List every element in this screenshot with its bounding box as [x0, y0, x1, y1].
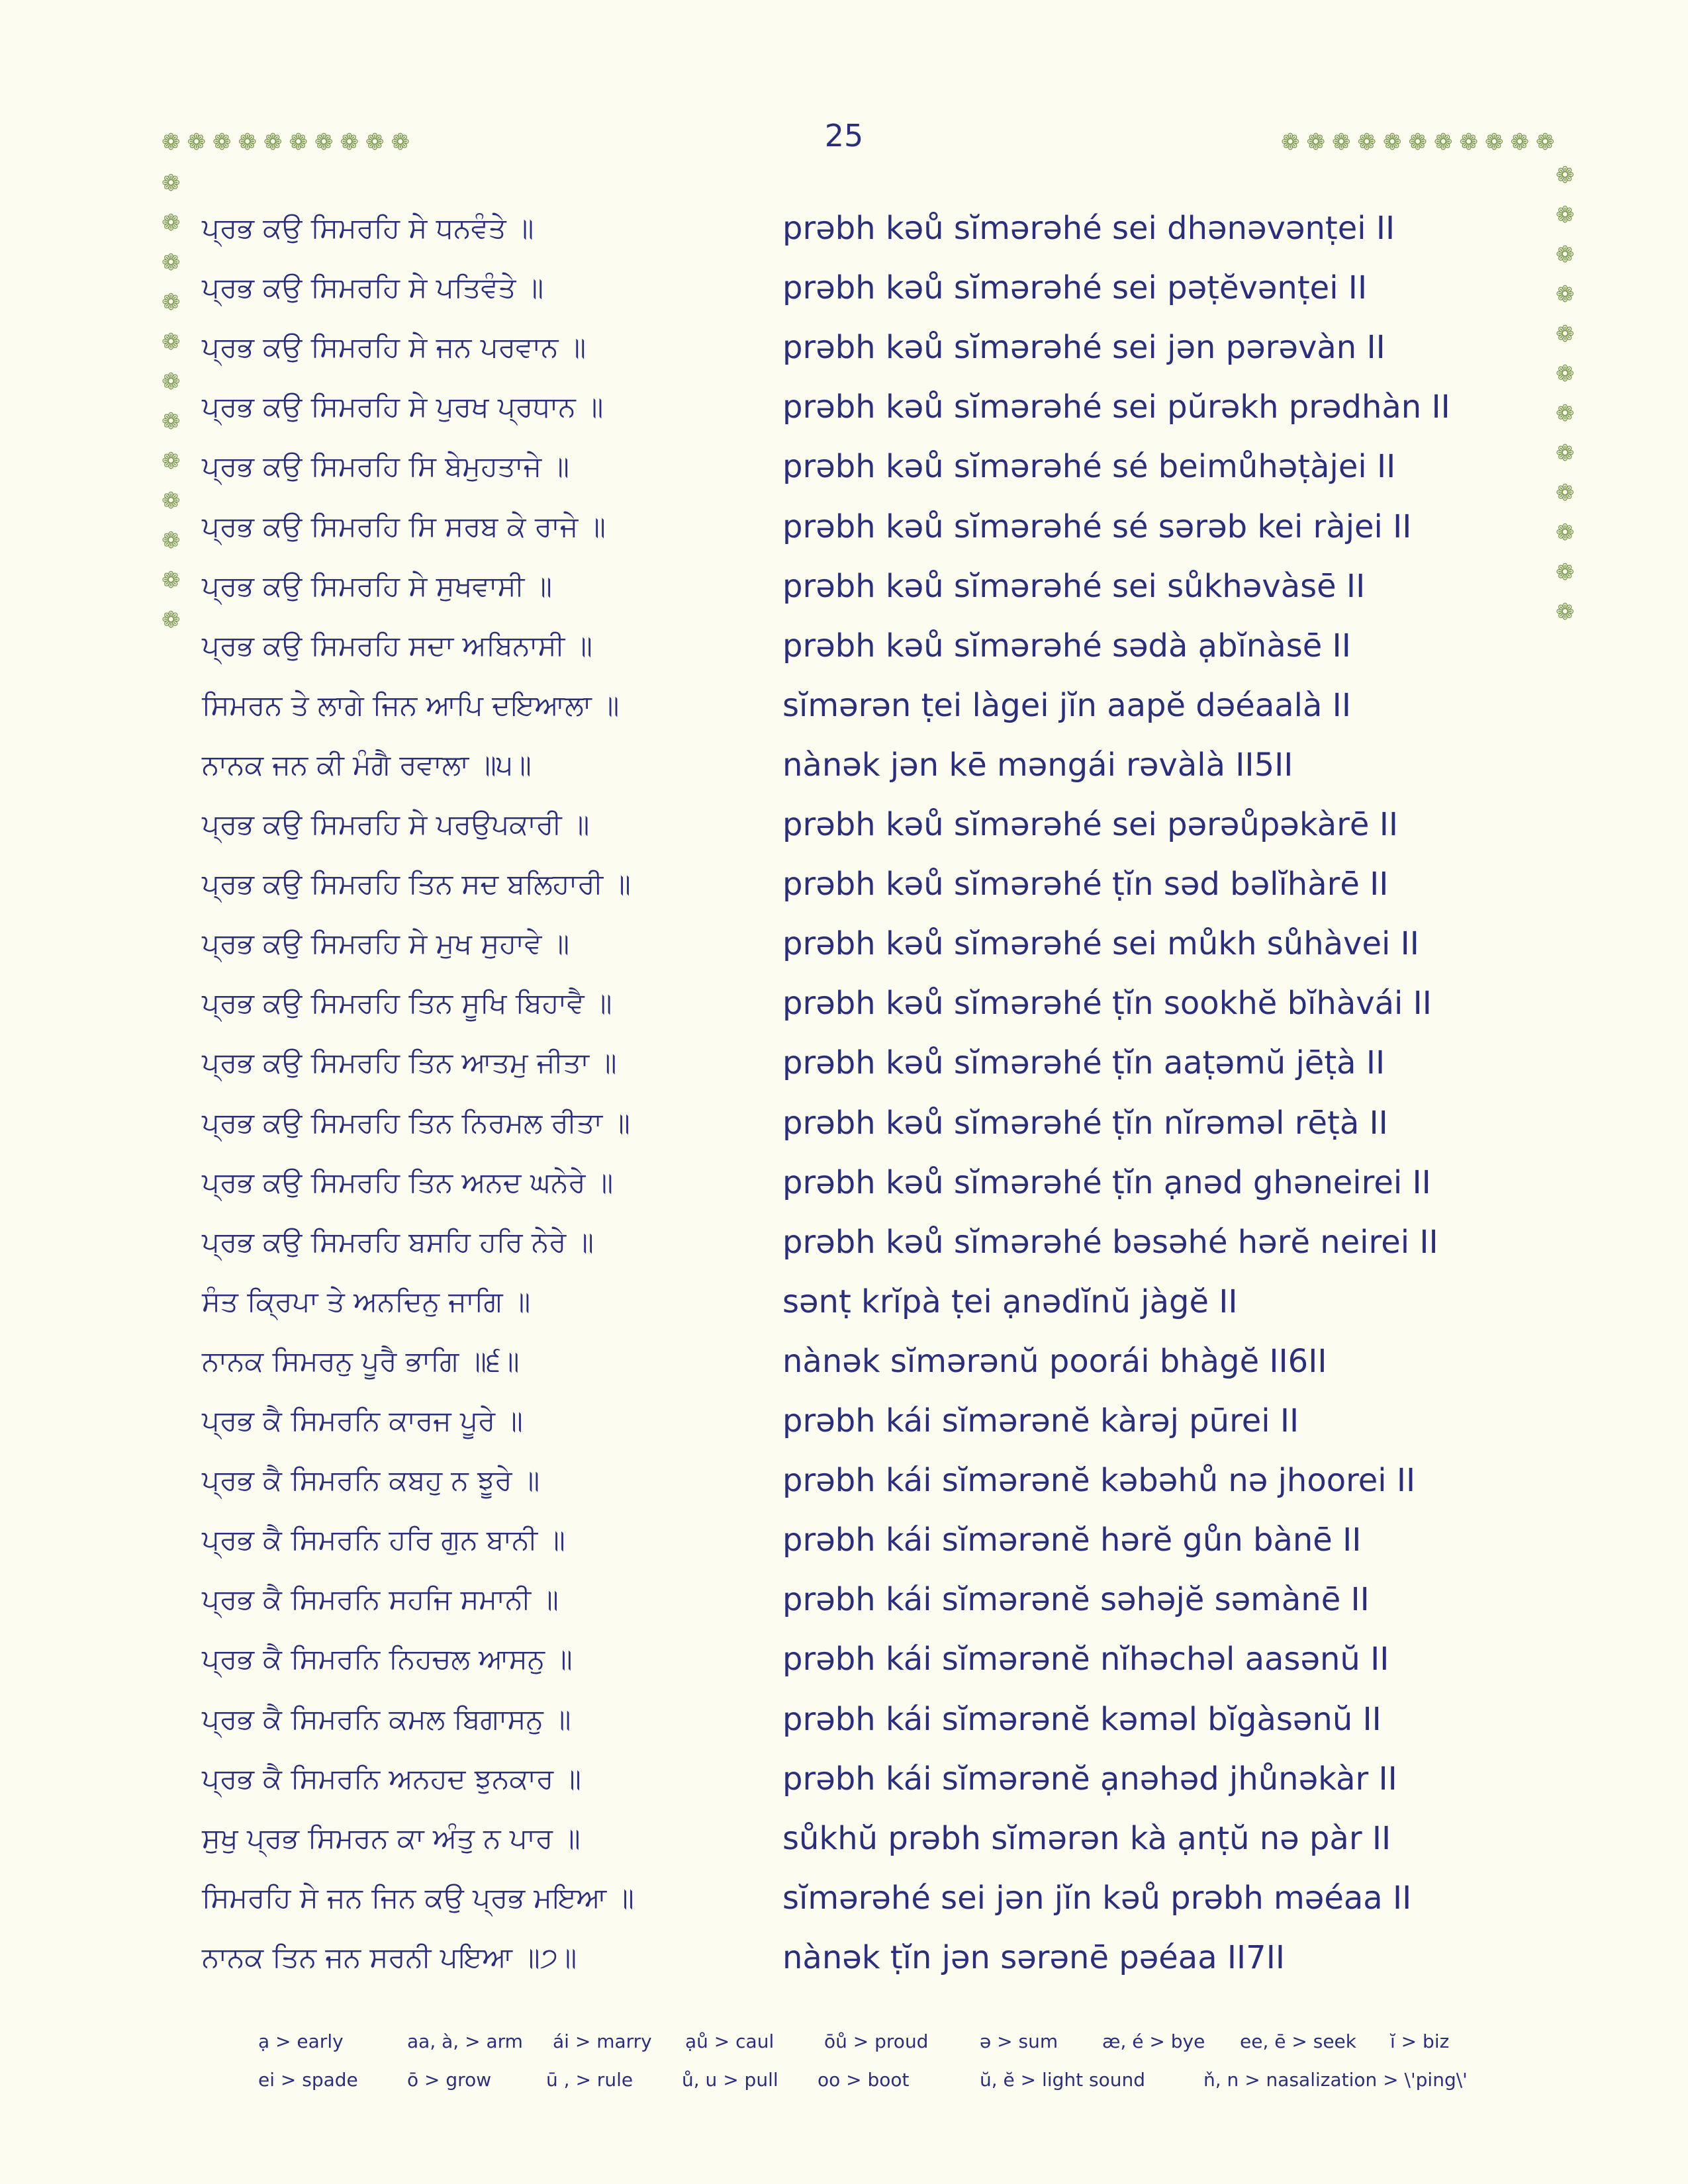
flower-icon: ❁	[162, 488, 181, 514]
legend-item: ň, n > nasalization > \'ping\'	[1203, 2069, 1468, 2091]
flower-icon: ❁	[162, 329, 181, 355]
legend-item: ạ > early	[258, 2030, 344, 2052]
legend-row-1	[258, 2030, 1483, 2069]
transliteration-text: prəbh kái sĭmərənĕ nĭhəchəl aasənŭ II	[782, 1641, 1389, 1678]
gurmukhi-text: ਪ੍ਰਭ ਕਉ ਸਿਮਰਹਿ ਤਿਨ ਨਿਰਮਲ ਰੀਤਾ ॥	[202, 1106, 630, 1139]
gurmukhi-text: ਪ੍ਰਭ ਕੈ ਸਿਮਰਨਿ ਹਰਿ ਗੁਨ ਬਾਨੀ ॥	[202, 1524, 565, 1557]
transliteration-text: prəbh kái sĭmərənĕ kəməl bĭgàsənŭ II	[782, 1700, 1382, 1738]
flower-icon: ❁	[391, 129, 410, 156]
legend-item: ə > sum	[980, 2030, 1058, 2052]
gurmukhi-text: ਪ੍ਰਭ ਕੈ ਸਿਮਰਨਿ ਸਹਜਿ ਸਮਾਨੀ ॥	[202, 1583, 559, 1616]
flower-icon: ❁	[162, 250, 181, 276]
verse-line	[202, 1510, 1526, 1570]
transliteration-text: prəbh kái sĭmərənĕ kəbəhů nə jhoorei II	[782, 1462, 1416, 1500]
flower-icon: ❁	[162, 369, 181, 395]
transliteration-text: prəbh kəů sĭmərəhé sé sərəb kei ràjei II	[782, 508, 1412, 545]
ornament-right	[1556, 164, 1575, 623]
flower-icon: ❁	[1556, 242, 1575, 268]
verse-line	[202, 1868, 1526, 1928]
flower-icon: ❁	[289, 129, 308, 156]
flower-icon: ❁	[1556, 559, 1575, 586]
gurmukhi-text: ਪ੍ਰਭ ਕਉ ਸਿਮਰਹਿ ਸਦਾ ਅਬਿਨਾਸੀ ॥	[202, 629, 592, 662]
legend-item: oo > boot	[818, 2069, 910, 2091]
gurmukhi-text: ਨਾਨਕ ਤਿਨ ਜਨ ਸਰਨੀ ਪਇਆ ॥੭॥	[202, 1940, 577, 1974]
flower-icon: ❁	[162, 408, 181, 435]
flower-icon: ❁	[1556, 400, 1575, 427]
flower-icon: ❁	[1485, 129, 1504, 156]
transliteration-text: nànək sĭmərənŭ poorái bhàgĕ II6II	[782, 1342, 1327, 1380]
flower-icon: ❁	[162, 527, 181, 554]
legend-item: ō > grow	[407, 2069, 492, 2091]
flower-icon: ❁	[212, 129, 232, 156]
transliteration-text: prəbh kəů sĭmərəhé ṭĭn səd bəlĭhàrē II	[782, 866, 1389, 903]
gurmukhi-text: ਪ੍ਰਭ ਕਉ ਸਿਮਰਹਿ ਸਿ ਬੇਮੁਹਤਾਜੇ ॥	[202, 450, 569, 483]
verse-line	[202, 616, 1526, 676]
gurmukhi-text: ਪ੍ਰਭ ਕਉ ਸਿਮਰਹਿ ਸੇ ਧਨਵੰਤੇ ॥	[202, 212, 534, 244]
gurmukhi-text: ਪ੍ਰਭ ਕਉ ਸਿਮਰਹਿ ਸੇ ਪਰਉਪਕਾਰੀ ॥	[202, 808, 590, 841]
transliteration-text: prəbh kəů sĭmərəhé sei jən pərəvàn II	[782, 329, 1385, 367]
flower-icon: ❁	[187, 129, 206, 156]
legend-item: ĭ > biz	[1390, 2030, 1450, 2052]
ornament-top-left	[162, 131, 410, 154]
verse-line	[202, 1928, 1526, 1987]
verse-line	[202, 914, 1526, 974]
flower-icon: ❁	[162, 289, 181, 316]
legend-item: ái > marry	[553, 2030, 652, 2052]
verse-line	[202, 1212, 1526, 1272]
transliteration-text: prəbh kəů sĭmərəhé bəsəhé hərĕ neirei II	[782, 1223, 1438, 1261]
gurmukhi-text: ਪ੍ਰਭ ਕਉ ਸਿਮਰਹਿ ਤਿਨ ਸਦ ਬਲਿਹਾਰੀ ॥	[202, 868, 631, 901]
gurmukhi-text: ਪ੍ਰਭ ਕਉ ਸਿਮਰਹਿ ਤਿਨ ਅਨਦ ਘਨੇਰੇ ॥	[202, 1165, 614, 1199]
verse-line	[202, 437, 1526, 496]
legend-row-2	[258, 2069, 1483, 2107]
verse-line	[202, 1332, 1526, 1391]
flower-icon: ❁	[1510, 129, 1529, 156]
verse-line	[202, 1153, 1526, 1212]
transliteration-text: sənṭ krĭpà ṭei ạnədĭnŭ jàgĕ II	[782, 1283, 1238, 1320]
transliteration-text: prəbh kəů sĭmərəhé sé beimůhəṭàjei II	[782, 448, 1396, 486]
flower-icon: ❁	[314, 129, 334, 156]
legend-item: ōů > proud	[824, 2030, 929, 2052]
gurmukhi-text: ਨਾਨਕ ਸਿਮਰਨੁ ਪੂਰੈ ਭਾਗਿ ॥੬॥	[202, 1344, 520, 1377]
verse-line	[202, 377, 1526, 437]
gurmukhi-text: ਸਿਮਰਹਿ ਸੇ ਜਨ ਜਿਨ ਕਉ ਪ੍ਰਭ ਮਇਆ ॥	[202, 1881, 634, 1914]
flower-icon: ❁	[162, 567, 181, 594]
transliteration-text: prəbh kəů sĭmərəhé ṭĭn ạnəd ghəneirei II	[782, 1163, 1431, 1201]
verse-line	[202, 1391, 1526, 1451]
verse-line	[202, 1451, 1526, 1510]
flower-icon: ❁	[1459, 129, 1478, 156]
verse-line	[202, 557, 1526, 616]
verse-line	[202, 1629, 1526, 1689]
flower-icon: ❁	[263, 129, 283, 156]
flower-icon: ❁	[1281, 129, 1300, 156]
gurmukhi-text: ਪ੍ਰਭ ਕਉ ਸਿਮਰਹਿ ਸੇ ਪੁਰਖ ਪ੍ਰਧਾਨ ॥	[202, 390, 604, 424]
verse-line	[202, 735, 1526, 795]
gurmukhi-text: ਸੰਤ ਕ੍ਰਿਪਾ ਤੇ ਅਨਦਿਨੁ ਜਾਗਿ ॥	[202, 1285, 531, 1318]
legend-item: ů, u > pull	[682, 2069, 778, 2091]
verse-line	[202, 258, 1526, 318]
verse-line	[202, 1690, 1526, 1749]
transliteration-text: sůkhŭ prəbh sĭmərən kà ạnṭŭ nə pàr II	[782, 1819, 1391, 1857]
gurmukhi-text: ਪ੍ਰਭ ਕੈ ਸਿਮਰਨਿ ਅਨਹਦ ਝੁਨਕਾਰ ॥	[202, 1762, 581, 1795]
transliteration-text: prəbh kəů sĭmərəhé sei pərəůpəkàrē II	[782, 806, 1399, 843]
verse-line	[202, 1570, 1526, 1629]
verse-line	[202, 318, 1526, 377]
transliteration-text: prəbh kəů sĭmərəhé sədà ạbĭnàsē II	[782, 627, 1351, 664]
verse-line	[202, 795, 1526, 854]
verse-line	[202, 1033, 1526, 1093]
verse-line	[202, 199, 1526, 258]
gurmukhi-text: ਪ੍ਰਭ ਕੈ ਸਿਮਰਨਿ ਕਮਲ ਬਿਗਾਸਨੁ ॥	[202, 1702, 571, 1735]
transliteration-text: prəbh kəů sĭmərəhé sei pŭrəkh prədhàn II	[782, 388, 1450, 426]
legend-item: ạů > caul	[685, 2030, 774, 2052]
legend-item: aa, à, > arm	[407, 2030, 523, 2052]
gurmukhi-text: ਪ੍ਰਭ ਕਉ ਸਿਮਰਹਿ ਤਿਨ ਸੂਖਿ ਬਿਹਾਵੈ ॥	[202, 987, 612, 1020]
transliteration-text: nànək ṭĭn jən sərənē pəéaa II7II	[782, 1938, 1286, 1976]
flower-icon: ❁	[238, 129, 257, 156]
flower-icon: ❁	[1556, 480, 1575, 506]
flower-icon: ❁	[1556, 599, 1575, 625]
legend-item: ŭ, ĕ > light sound	[980, 2069, 1145, 2091]
transliteration-text: nànək jən kē məngái rəvàlà II5II	[782, 746, 1293, 784]
transliteration-text: prəbh kəů sĭmərəhé ṭĭn aaṭəmŭ jēṭà II	[782, 1044, 1385, 1082]
page-number: 25	[824, 118, 864, 154]
gurmukhi-text: ਪ੍ਰਭ ਕਉ ਸਿਮਰਹਿ ਸਿ ਸਰਬ ਕੇ ਰਾਜੇ ॥	[202, 510, 606, 543]
transliteration-text: prəbh kái sĭmərənĕ səhəjĕ səmànē II	[782, 1581, 1370, 1619]
flower-icon: ❁	[1536, 129, 1555, 156]
legend-item: æ, é > bye	[1102, 2030, 1205, 2052]
transliteration-text: prəbh kəů sĭmərəhé ṭĭn nĭrəməl rēṭà II	[782, 1104, 1388, 1142]
gurmukhi-text: ਪ੍ਰਭ ਕਉ ਸਿਮਰਹਿ ਬਸਹਿ ਹਰਿ ਨੇਰੇ ॥	[202, 1225, 594, 1258]
flower-icon: ❁	[1556, 202, 1575, 228]
flower-icon: ❁	[1556, 361, 1575, 387]
legend-item: ei > spade	[258, 2069, 358, 2091]
legend-item: ū , > rule	[546, 2069, 633, 2091]
gurmukhi-text: ਪ੍ਰਭ ਕਉ ਸਿਮਰਹਿ ਸੇ ਜਨ ਪਰਵਾਨ ॥	[202, 331, 586, 364]
verse-line	[202, 854, 1526, 914]
flower-icon: ❁	[1556, 162, 1575, 189]
gurmukhi-text: ਸਿਮਰਨ ਤੇ ਲਾਗੇ ਜਿਨ ਆਪਿ ਦਇਆਲਾ ॥	[202, 688, 620, 721]
gurmukhi-text: ਪ੍ਰਭ ਕੈ ਸਿਮਰਨਿ ਨਿਹਚਲ ਆਸਨੁ ॥	[202, 1643, 573, 1676]
flower-icon: ❁	[162, 607, 181, 633]
flower-icon: ❁	[162, 448, 181, 475]
gurmukhi-text: ਪ੍ਰਭ ਕਉ ਸਿਮਰਹਿ ਸੇ ਮੁਖ ਸੁਹਾਵੇ ॥	[202, 927, 570, 960]
legend-item: ee, ē > seek	[1240, 2030, 1356, 2052]
flower-icon: ❁	[1408, 129, 1427, 156]
flower-icon: ❁	[1556, 440, 1575, 467]
transliteration-text: prəbh kəů sĭmərəhé sei sůkhəvàsē II	[782, 567, 1366, 605]
gurmukhi-text: ਸੁਖੁ ਪ੍ਰਭ ਸਿਮਰਨ ਕਾ ਅੰਤੁ ਨ ਪਾਰ ॥	[202, 1821, 581, 1854]
verse-line	[202, 974, 1526, 1033]
flower-icon: ❁	[1332, 129, 1351, 156]
verse-line	[202, 497, 1526, 557]
verse-line	[202, 1093, 1526, 1153]
transliteration-text: prəbh kái sĭmərənĕ ạnəhəd jhůnəkàr II	[782, 1760, 1397, 1797]
transliteration-text: prəbh kəů sĭmərəhé ṭĭn sookhĕ bĭhàvái II	[782, 985, 1432, 1023]
transliteration-text: prəbh kái sĭmərənĕ kàrəj pūrei II	[782, 1402, 1299, 1439]
transliteration-text: sĭmərəhé sei jən jĭn kəů prəbh məéaa II	[782, 1879, 1412, 1917]
flower-icon: ❁	[340, 129, 359, 156]
gurmukhi-text: ਪ੍ਰਭ ਕੈ ਸਿਮਰਨਿ ਕਬਹੁ ਨ ਝੂਰੇ ॥	[202, 1464, 540, 1497]
flower-icon: ❁	[365, 129, 385, 156]
ornament-top-right	[1281, 131, 1555, 154]
flower-icon: ❁	[1306, 129, 1325, 156]
flower-icon: ❁	[1556, 520, 1575, 546]
flower-icon: ❁	[1383, 129, 1402, 156]
gurmukhi-text: ਪ੍ਰਭ ਕਉ ਸਿਮਰਹਿ ਸੇ ਪਤਿਵੰਤੇ ॥	[202, 271, 544, 304]
flower-icon: ❁	[1434, 129, 1453, 156]
gurmukhi-text: ਪ੍ਰਭ ਕੈ ਸਿਮਰਨਿ ਕਾਰਜ ਪੂਰੇ ॥	[202, 1404, 523, 1437]
pronunciation-legend	[258, 2030, 1483, 2107]
transliteration-text: prəbh kəů sĭmərəhé sei pəṭĕvənṭei II	[782, 269, 1368, 307]
flower-icon: ❁	[162, 210, 181, 236]
transliteration-text: prəbh kəů sĭmərəhé sei můkh sůhàvei II	[782, 925, 1419, 963]
flower-icon: ❁	[1357, 129, 1376, 156]
verse-line	[202, 676, 1526, 735]
gurmukhi-text: ਪ੍ਰਭ ਕਉ ਸਿਮਰਹਿ ਤਿਨ ਆਤਮੁ ਜੀਤਾ ॥	[202, 1046, 617, 1079]
flower-icon: ❁	[162, 129, 181, 156]
verse-line	[202, 1749, 1526, 1809]
verse-line	[202, 1809, 1526, 1868]
gurmukhi-text: ਪ੍ਰਭ ਕਉ ਸਿਮਰਹਿ ਸੇ ਸੁਖਵਾਸੀ ॥	[202, 569, 552, 602]
transliteration-text: prəbh kəů sĭmərəhé sei dhənəvənṭei II	[782, 210, 1395, 247]
transliteration-text: prəbh kái sĭmərənĕ hərĕ gůn bànē II	[782, 1522, 1362, 1559]
ornament-left	[162, 172, 181, 631]
flower-icon: ❁	[1556, 321, 1575, 347]
transliteration-text: sĭmərən ṭei làgei jĭn aapĕ dəéaalà II	[782, 686, 1351, 724]
gurmukhi-text: ਨਾਨਕ ਜਨ ਕੀ ਮੰਗੈ ਰਵਾਲਾ ॥੫॥	[202, 748, 532, 781]
verse-line	[202, 1272, 1526, 1332]
flower-icon: ❁	[1556, 281, 1575, 308]
flower-icon: ❁	[162, 170, 181, 197]
